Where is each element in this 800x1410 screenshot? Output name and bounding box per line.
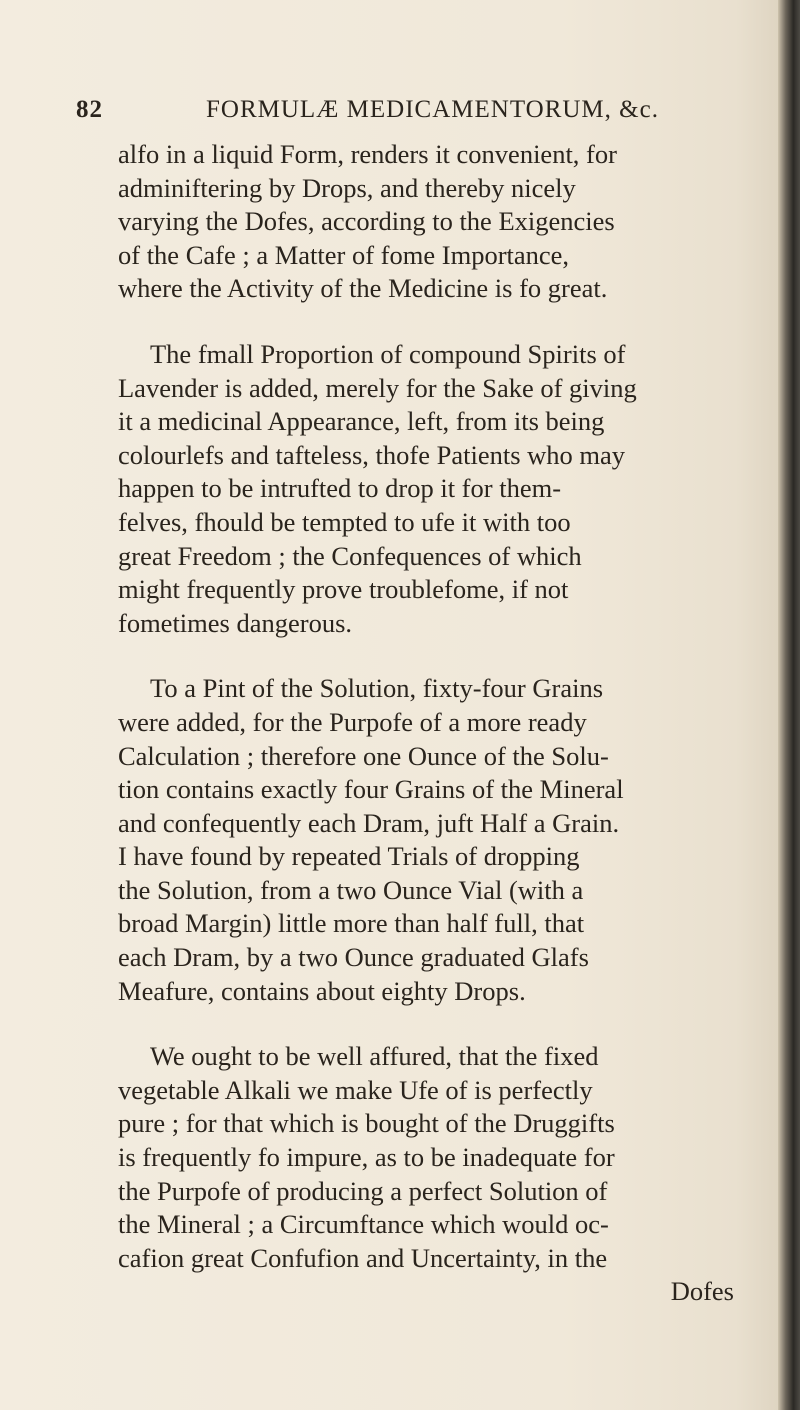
text-line: the Solution, from a two Ounce Vial (with a: [118, 874, 584, 905]
text-line: cafion great Confufion and Uncertainty, in the: [118, 1242, 608, 1273]
text-line: Lavender is added, merely for the Sake of giving: [118, 372, 637, 403]
text-line: I have found by repeated Trials of dropping: [118, 841, 580, 872]
text-line: of the Cafe ; a Matter of fome Importance,: [118, 239, 570, 270]
text-line: Meafure, contains about eighty Drops.: [118, 975, 526, 1006]
text-line: Calculation ; therefore one Ounce of the Solu-: [118, 740, 609, 771]
text-line: colourlefs and tafteless, thofe Patients who may: [118, 439, 626, 470]
text-line: fometimes dangerous.: [118, 607, 353, 638]
text-line: happen to be intrufted to drop it for them-: [118, 473, 562, 504]
text-line: and confequently each Dram, juft Half a Grain.: [118, 807, 620, 838]
page-number: 82: [76, 96, 103, 123]
text-line: it a medicinal Appearance, left, from its being: [118, 406, 605, 437]
text-line: each Dram, by a two Ounce graduated Glafs: [118, 942, 589, 973]
text-line: adminiftering by Drops, and thereby nicely: [118, 172, 576, 203]
catchword: Dofes: [670, 1276, 734, 1307]
running-head-title: FORMULÆ MEDICAMENTORUM, &c.: [206, 96, 659, 123]
text-line: The fmall Proportion of compound Spirits of: [150, 338, 626, 369]
text-line: alfo in a liquid Form, renders it convenient, for: [118, 139, 617, 169]
text-line: were added, for the Purpofe of a more ready: [118, 706, 587, 737]
text-line: varying the Dofes, according to the Exigencies: [118, 206, 615, 237]
paragraph: [118, 338, 758, 640]
text-line: the Purpofe of producing a perfect Solution of: [118, 1175, 608, 1206]
text-line: broad Margin) little more than half full, that: [118, 908, 585, 939]
paragraph: [118, 672, 758, 1008]
body-text: [118, 138, 758, 1309]
text-line: vegetable Alkali we make Ufe of is perfectly: [118, 1074, 593, 1105]
text-line: great Freedom ; the Confequences of which: [118, 540, 582, 571]
text-line: is frequently fo impure, as to be inadequate for: [118, 1142, 615, 1173]
text-line: where the Activity of the Medicine is fo great.: [118, 273, 608, 304]
text-line: tion contains exactly four Grains of the Mineral: [118, 774, 624, 805]
text-line: We ought to be well affured, that the fixed: [150, 1041, 599, 1072]
running-head: [76, 96, 736, 136]
paragraph: [118, 1040, 758, 1275]
text-line: the Mineral ; a Circumftance which would oc-: [118, 1209, 609, 1240]
text-line: pure ; for that which is bought of the Druggifts: [118, 1108, 615, 1139]
text-line: felves, fhould be tempted to ufe it with too: [118, 506, 571, 537]
text-line: To a Pint of the Solution, fixty-four Grains: [150, 673, 604, 704]
text-line: might frequently prove troublefome, if not: [118, 574, 569, 605]
paragraph: [118, 138, 758, 306]
binding-edge: [778, 0, 800, 1410]
